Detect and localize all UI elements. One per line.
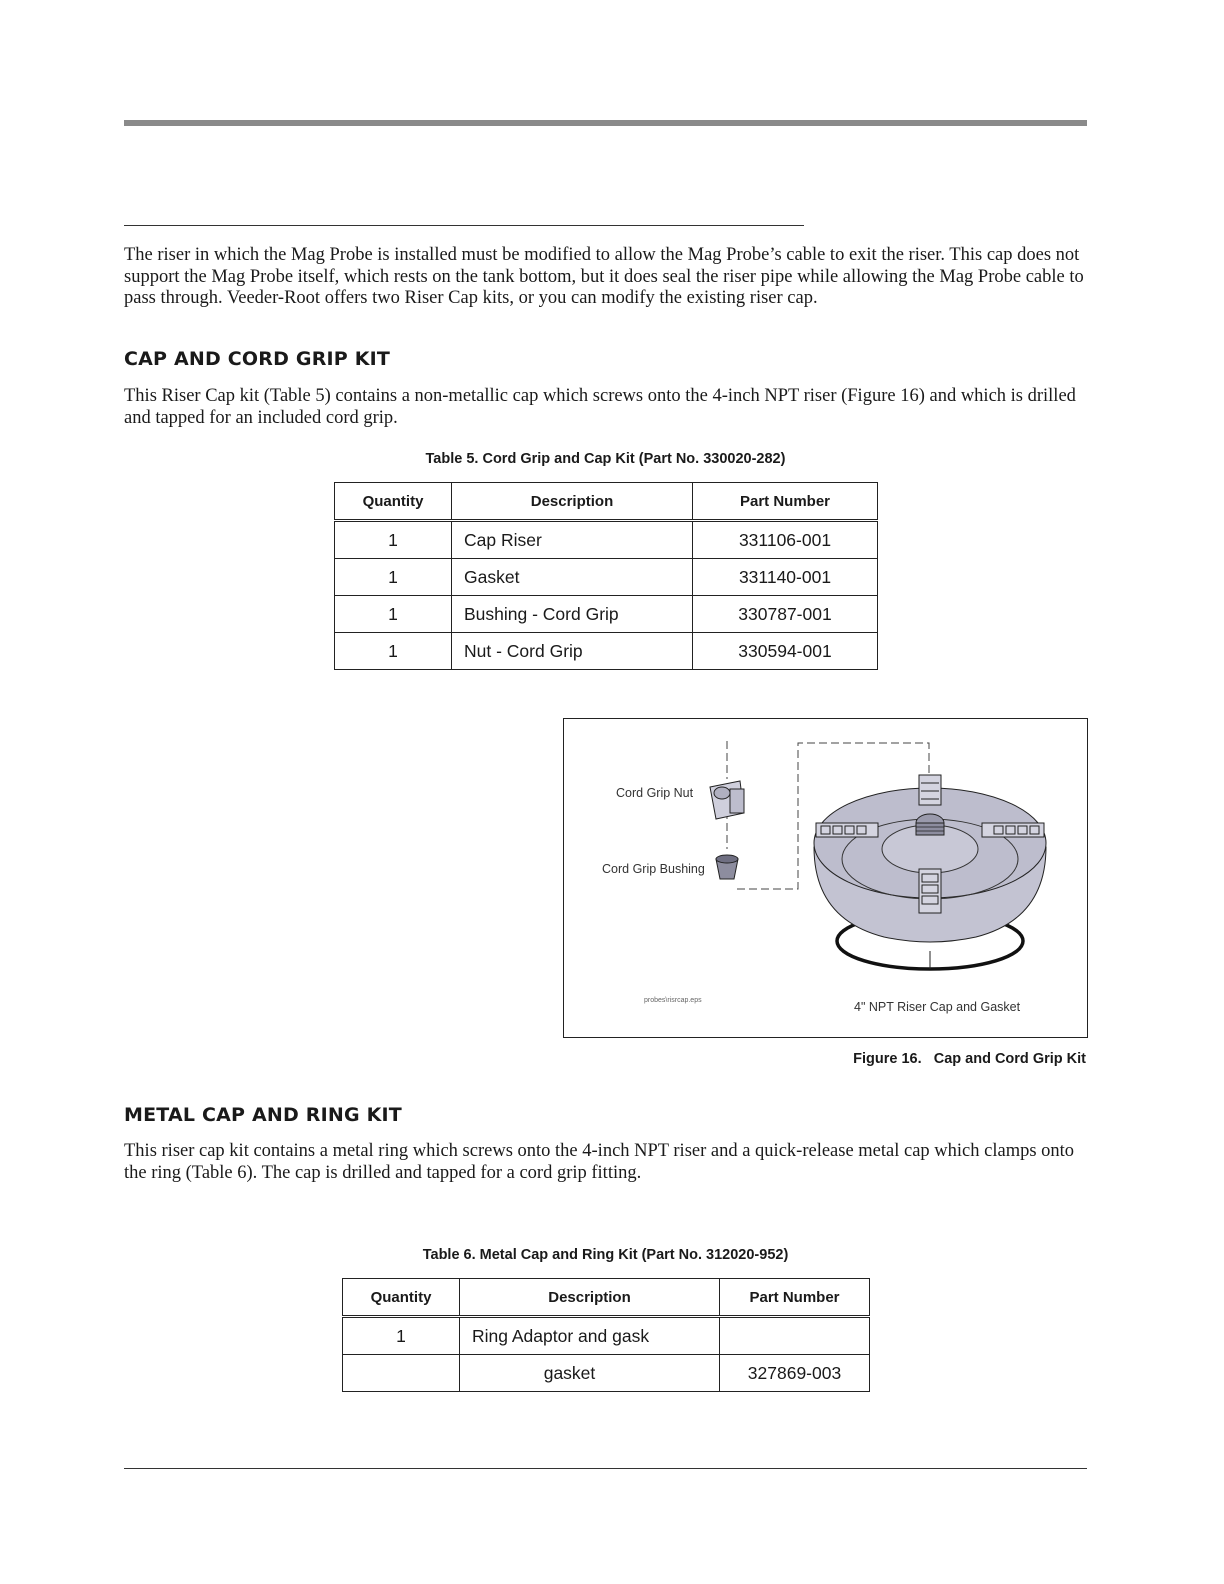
cell-description: Bushing - Cord Grip (452, 596, 693, 633)
cell-quantity: 1 (343, 1317, 460, 1355)
cap-rib-left (816, 823, 878, 837)
table5-caption: Table 5. Cord Grip and Cap Kit (Part No. 330020-282) (425, 451, 786, 467)
cell-part-number: 330787-001 (693, 596, 878, 633)
cord-grip-bushing (716, 855, 738, 879)
column-header-quantity: Quantity (335, 483, 452, 521)
figure16-frame (563, 718, 1088, 1038)
figure-file-name: probes\risrcap.eps (644, 997, 702, 1004)
intro-paragraph: The riser in which the Mag Probe is installed must be modified to allow the Mag Probe’s cable to exit the riser. This cap does not support the Mag Probe itself, which rests on the tank bottom, but it does seal the riser pipe while allowing the Mag Probe cable to pass through. Veeder-Root offers two Riser Cap kits, or you can modify the existing riser cap. (124, 245, 1084, 308)
section2-paragraph: This riser cap kit contains a metal ring which screws onto the 4-inch NPT riser and a quick-release metal cap which clamps onto the ring (Table 6). The cap is drilled and tapped for a cord grip fitting. (124, 1141, 1075, 1183)
section-heading-metal-cap-ring: METAL CAP AND RING KIT (124, 1104, 402, 1126)
cell-description: Ring Adaptor and gask (460, 1317, 720, 1355)
cell-description: gasket (460, 1355, 720, 1392)
cell-part-number: 327869-003 (720, 1355, 870, 1392)
table-row (335, 521, 878, 559)
table-row (343, 1317, 870, 1355)
cap-rib-right (982, 823, 1044, 837)
section-rule (124, 225, 804, 226)
cord-grip-nut (710, 781, 744, 819)
table-row (335, 559, 878, 596)
table-row (335, 633, 878, 670)
cell-part-number: 331106-001 (693, 521, 878, 559)
section-heading-cap-cord-grip: CAP AND CORD GRIP KIT (124, 348, 391, 370)
table5 (334, 482, 878, 670)
column-header-part-number: Part Number (720, 1279, 870, 1317)
cell-description: Cap Riser (452, 521, 693, 559)
column-header-part-number: Part Number (693, 483, 878, 521)
cell-part-number: 331140-001 (693, 559, 878, 596)
cell-quantity: 1 (335, 596, 452, 633)
table6 (342, 1278, 870, 1392)
cell-quantity: 1 (335, 521, 452, 559)
figure16-caption: Figure 16. Cap and Cord Grip Kit (853, 1051, 1086, 1067)
table-header-row (343, 1279, 870, 1317)
cell-description: Gasket (452, 559, 693, 596)
table-header-row (335, 483, 878, 521)
bottom-rule (124, 1468, 1087, 1469)
label-cord-grip-bushing: Cord Grip Bushing (602, 862, 705, 876)
table-row (343, 1355, 870, 1392)
cap-rib-back (919, 775, 941, 805)
cell-quantity: 1 (335, 559, 452, 596)
column-header-quantity: Quantity (343, 1279, 460, 1317)
cell-part-number (720, 1317, 870, 1355)
cell-description: Nut - Cord Grip (452, 633, 693, 670)
column-header-description: Description (460, 1279, 720, 1317)
table6-caption: Table 6. Metal Cap and Ring Kit (Part No. 312020-952) (422, 1247, 789, 1263)
section1-paragraph: This Riser Cap kit (Table 5) contains a non-metallic cap which screws onto the 4-inch NPT riser (Figure 16) and which is drilled and tapped for an included cord grip. (124, 386, 1076, 428)
column-header-description: Description (452, 483, 693, 521)
cell-quantity: 1 (335, 633, 452, 670)
cell-quantity (343, 1355, 460, 1392)
cell-part-number: 330594-001 (693, 633, 878, 670)
top-rule (124, 120, 1087, 126)
table-row (335, 596, 878, 633)
label-riser-cap-gasket: 4" NPT Riser Cap and Gasket (854, 1000, 1021, 1014)
label-cord-grip-nut: Cord Grip Nut (616, 786, 694, 800)
riser-cap-illustration (564, 719, 1087, 1037)
